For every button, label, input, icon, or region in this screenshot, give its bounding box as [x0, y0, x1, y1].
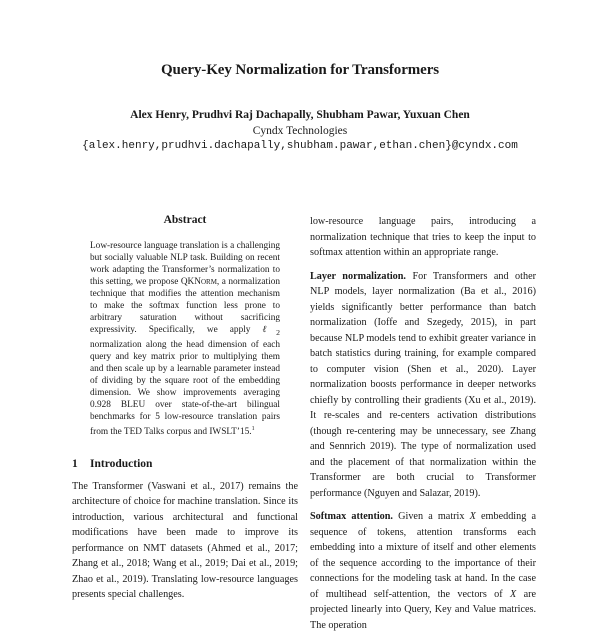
softmax-heading: Softmax attention.	[310, 511, 393, 522]
abstract-text-part: Low-resource language translation is a challenging but socially valuable NLP task. Building on recent work adapting the Transformer’s normalization to this setting, we propose	[90, 241, 280, 287]
footnote-mark: 1	[251, 425, 255, 432]
softmax-text: embedding a sequence of tokens, attention transforms each embedding into a mixture of itself and other elements of the sequence according to the importance of their connections for the modeling task at hand. In the case of multihead self-attention, the vectors of	[310, 511, 536, 600]
introduction-paragraph: The Transformer (Vaswani et al., 2017) remains the architecture of choice for machine translation. Since its introduction, various architectural and functional modifications have been made to improve its performance on NMT datasets (Ahmed et al., 2017; Zhang et al., 2018; Wang et al., 2019; Dai et al., 2019; Zhao et al., 2019). Translating low-resource languages presents special challenges.	[72, 480, 298, 601]
softmax-text: are projected linearly into Query, Key and Value matrices. The operation	[310, 588, 537, 631]
abstract-text-part: normalization along the head dimension of each query and key matrix prior to multiplying them and then scale up by a learnable parameter instead of dividing by the square root of the embedding dimension. We show improvements averaging 0.928 BLEU over state-of-the-art bilingual benchmarks for 5 low-resource translation pairs from the TED Talks corpus and IWSLT’15.	[90, 339, 280, 437]
layer-norm-text: For Transformers and other NLP models, layer normalization (Ba et al., 2016) yields significantly better performance than batch normalization (Ioffe and Szegedy, 2015), in part because NLP models tend to exhibit greater variance in batch statistics during training, for example compared to computer vision (Shen et al., 2020). Layer normalization boosts performance in deeper networks chiefly by controlling their gradients (Xu et al., 2019). It re-scales and re-centers activation distributions (though re-centering may be unnecessary, see Zhang and Sennrich 2019). The type of normalization used and the placement of that normalization within the Transformer are both crucial to Transformer performance (Nguyen and Salazar, 2019).	[310, 270, 536, 499]
section-title: Introduction	[90, 457, 153, 470]
author-list: Alex Henry, Prudhvi Raj Dachapally, Shubham Pawar, Yuxuan Chen	[130, 109, 470, 121]
abstract-heading: Abstract	[163, 214, 207, 226]
softmax-paragraph	[310, 509, 536, 633]
method-name: QKNorm	[180, 277, 217, 287]
paper-title: Query-Key Normalization for Transformers	[160, 62, 440, 78]
section-number: 1	[72, 457, 78, 470]
affiliation: Cyndx Technologies	[252, 125, 348, 137]
ell-subscript: 2	[276, 327, 281, 337]
abstract-text	[90, 240, 280, 438]
layer-norm-heading: Layer normalization.	[310, 270, 406, 282]
variable-x: X	[509, 588, 517, 600]
variable-x: X	[469, 511, 476, 522]
ell-symbol: ℓ	[262, 325, 277, 335]
section-heading-introduction	[72, 458, 298, 470]
layer-norm-paragraph	[310, 269, 536, 502]
abstract-text-part: , a normalization technique that modifies the attention mechanism to make the softmax function less prone to arbitrary saturation without sacrificing expressivity. Specifically, we apply	[90, 277, 281, 335]
continued-paragraph: low-resource language pairs, introducing a normalization technique that tries to keep the input to softmax attention within an appropriate range.	[310, 216, 536, 258]
softmax-text: Given a matrix	[392, 511, 470, 522]
author-emails: {alex.henry,prudhvi.dachapally,shubham.pawar,ethan.chen}@cyndx.com	[82, 140, 518, 152]
left-column	[72, 214, 298, 603]
right-column	[310, 214, 536, 633]
